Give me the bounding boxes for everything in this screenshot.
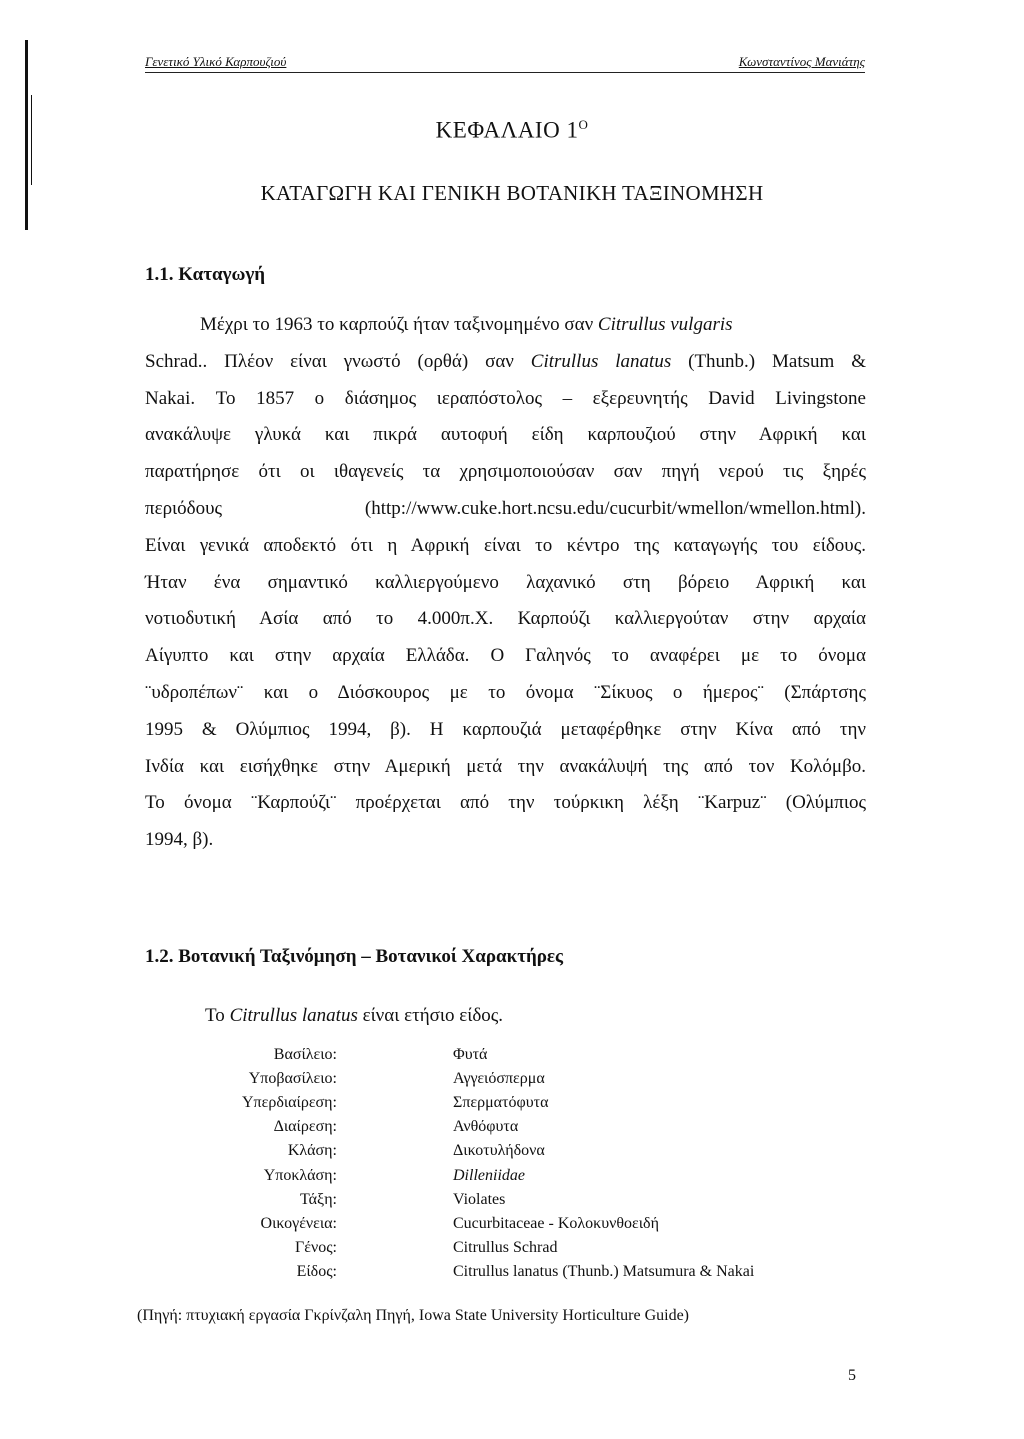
- species-name: Citrullus lanatus: [530, 350, 672, 372]
- page-number: 5: [848, 1367, 856, 1384]
- chapter-subtitle: ΚΑΤΑΓΩΓΗ ΚΑΙ ΓΕΝΙΚΗ ΒΟΤΑΝΙΚΗ ΤΑΞΙΝΟΜΗΣΗ: [260, 181, 764, 205]
- paragraph-line: ανακάλυψε γλυκά και πικρά αυτοφυή είδη καρπουζιού στην Αφρική και: [145, 424, 866, 446]
- taxonomy-rank: Υποβασίλειο:: [248, 1070, 337, 1088]
- taxonomy-value: Ανθόφυτα: [453, 1118, 519, 1136]
- paragraph-line: Το όνομα ¨Καρπούζι¨ προέρχεται από την τούρκικη λέξη ¨Karpuz¨ (Ολύμπιος: [145, 792, 866, 814]
- taxonomy-intro: Το Citrullus lanatus είναι ετήσιο είδος.: [205, 1005, 504, 1026]
- paragraph-line: Μέχρι το 1963 το καρπούζι ήταν ταξινομημένο σαν Citrullus vulgaris: [200, 314, 733, 335]
- taxonomy-rank: Γένος:: [295, 1238, 337, 1256]
- taxonomy-rank: Βασίλειο:: [273, 1046, 337, 1063]
- taxonomy-rank: Διαίρεση:: [273, 1118, 337, 1136]
- species-name: Citrullus vulgaris: [597, 314, 733, 335]
- taxonomy-value: Cucurbitaceae - Κολοκυνθοειδή: [453, 1214, 659, 1232]
- paragraph-line: 1995 & Ολύμπιος 1994, β). Η καρπουζιά μεταφέρθηκε στην Κίνα από την: [145, 718, 866, 740]
- chapter-superscript: Ο: [578, 117, 589, 132]
- paragraph-line: Ινδία και εισήχθηκε στην Αμερική μετά την ανακάλυψή της από τον Κολόμβο.: [145, 755, 866, 777]
- taxonomy-rank: Τάξη:: [300, 1190, 337, 1208]
- taxonomy-value: Dilleniidae: [453, 1166, 525, 1184]
- taxonomy-rank: Υποκλάση:: [263, 1166, 337, 1184]
- taxonomy-rank: Υπερδιαίρεση:: [241, 1094, 337, 1112]
- taxonomy-value: Αγγειόσπερμα: [453, 1070, 545, 1088]
- chapter-title: ΚΕΦΑΛΑΙΟ $1^O$: [435, 117, 589, 143]
- taxonomy-value: Citrullus lanatus (Thunb.) Matsumura & Nakai: [453, 1262, 755, 1280]
- taxonomy-rank: Είδος:: [296, 1262, 337, 1280]
- species-name: Citrullus lanatus: [229, 1005, 358, 1026]
- paragraph-line: Ήταν ένα σημαντικό καλλιεργούμενο λαχανικό στη βόρειο Αφρική και: [145, 571, 866, 593]
- paragraph-line: Αίγυπτο και στην αρχαία Ελλάδα. Ο Γαληνός το αναφέρει με το όνομα: [145, 645, 866, 667]
- taxonomy-value: Σπερματόφυτα: [453, 1094, 549, 1112]
- page-header: [145, 52, 865, 73]
- section-heading-taxonomy: 1.2. Βοτανική Ταξινόμηση – Βοτανικοί Χαρακτήρες: [145, 946, 564, 967]
- taxonomy-value: Δικοτυλήδονα: [453, 1142, 545, 1160]
- paragraph-line: 1994, β).: [145, 829, 214, 851]
- header-right: Κωνσταντίνος Μανιάτης: [738, 54, 865, 69]
- paragraph-line: Είναι γενικά αποδεκτό ότι η Αφρική είναι το κέντρο της καταγωγής του είδους.: [145, 534, 866, 556]
- paragraph-line: νοτιοδυτική Ασία από το 4.000π.Χ. Καρπούζι καλλιεργούταν στην αρχαία: [145, 608, 866, 630]
- taxonomy-value: Φυτά: [453, 1046, 488, 1063]
- section-heading-origin: 1.1. Καταγωγή: [145, 264, 266, 285]
- header-left: Γενετικό Υλικό Καρπουζιού: [145, 54, 287, 69]
- paragraph-line: ¨υδροπέπων¨ και ο Διόσκουρος με το όνομα ¨Σίκυος ο ήμερος¨ (Σπάρτσης: [145, 682, 866, 703]
- taxonomy-value: Citrullus Schrad: [453, 1238, 558, 1256]
- paragraph-line: Nakai. Το 1857 ο διάσημος ιεραπόστολος – εξερευνητής David Livingstone: [145, 387, 866, 409]
- paragraph-line: παρατήρησε ότι οι ιθαγενείς τα χρησιμοποιούσαν σαν πηγή νερού τις ξηρές: [145, 461, 866, 483]
- paragraph-line: Schrad.. Πλέον είναι γνωστό (ορθά) σαν Citrullus lanatus (Thunb.) Matsum &: [145, 350, 866, 372]
- source-note: (Πηγή: πτυχιακή εργασία Γκρίνζαλη Πηγή, Iowa State University Horticulture Guide): [137, 1307, 690, 1324]
- taxonomy-rank: Οικογένεια:: [260, 1214, 337, 1232]
- paragraph-line: περιόδους (http://www.cuke.hort.ncsu.edu/cucurbit/wmellon/wmellon.html).: [145, 498, 866, 519]
- taxonomy-value: Violates: [453, 1190, 506, 1208]
- taxonomy-rank: Κλάση:: [287, 1142, 337, 1160]
